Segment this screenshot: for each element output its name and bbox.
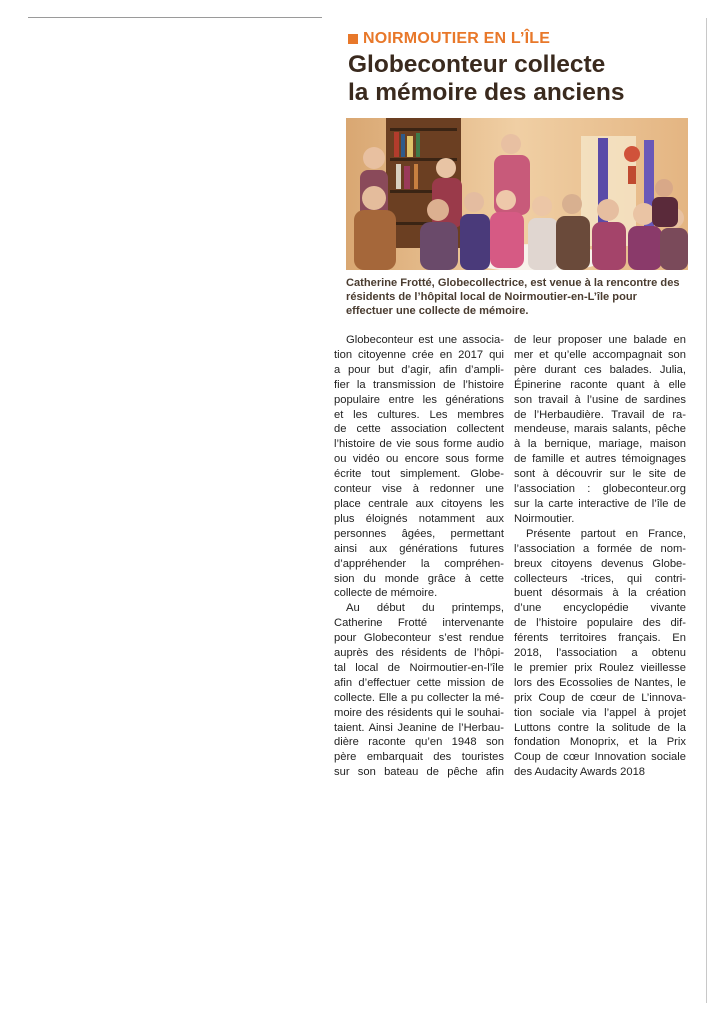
body-line: de leur proposer une balade en bbox=[514, 334, 686, 346]
body-line: afin d’effectuer cette mission de bbox=[334, 676, 504, 689]
body-line: taient. Ainsi Jeanine de l’Herbau- bbox=[334, 721, 504, 734]
body-line: collecte. Elle a pu collecter la mé- bbox=[334, 691, 504, 704]
body-line: de famille et autres témoignages bbox=[514, 453, 686, 466]
section-kicker bbox=[348, 28, 550, 50]
body-column-right bbox=[514, 333, 686, 780]
body-line: personnes âgées, permettant bbox=[334, 527, 504, 540]
body-line: Au début du printemps, bbox=[346, 602, 504, 615]
body-line: pour Globeconteur s’est rendue bbox=[334, 632, 504, 645]
body-line: fondation Monoprix, et la Prix bbox=[514, 736, 686, 749]
body-line: fier la transmission de l’histoire bbox=[334, 378, 504, 391]
body-line: sont à découvrir sur le site de bbox=[514, 468, 686, 481]
body-line: écrite tout simplement. Globe- bbox=[334, 468, 504, 481]
group-photo-illustration bbox=[346, 118, 688, 270]
body-line: collecteurs -trices, qui contri- bbox=[514, 572, 686, 585]
kicker-text: NOIRMOUTIER EN L’ÎLE bbox=[363, 30, 551, 47]
body-line: le premier prix Roulez vieillesse bbox=[514, 661, 686, 674]
body-line: d’appréhender la compréhen- bbox=[334, 557, 504, 570]
body-line: père embarquait des touristes bbox=[334, 751, 504, 764]
body-column-left bbox=[334, 333, 504, 780]
body-line: son travail à l’usine de sardines bbox=[514, 393, 686, 406]
body-line: sur la carte interactive de l’île de bbox=[514, 497, 686, 510]
body-line: d’une encyclopédie vivante bbox=[514, 602, 686, 615]
body-line: l’histoire de vie sous forme audio bbox=[334, 438, 504, 451]
headline-line: Globeconteur collecte bbox=[348, 51, 606, 78]
body-line: l’association a formée de nom- bbox=[514, 542, 686, 555]
right-scan-edge bbox=[706, 18, 707, 1003]
body-line: collecte de mémoire. bbox=[334, 587, 438, 600]
body-line: de cette association collectent bbox=[334, 423, 504, 436]
body-line: mendeuse, marais salants, pêche bbox=[514, 423, 686, 436]
body-line: moire des résidents qui le souhai- bbox=[334, 706, 504, 719]
body-line: prix Coup de cœur de L’innova- bbox=[514, 691, 686, 704]
body-line: conteur vise à redonner une bbox=[334, 483, 504, 496]
body-line: Noirmoutier. bbox=[514, 512, 575, 525]
square-bullet-icon bbox=[348, 34, 358, 44]
body-line: sur son bateau de pêche afin bbox=[334, 766, 504, 779]
photo-caption bbox=[346, 276, 691, 319]
body-line: tal local de Noirmoutier-en-l’île bbox=[334, 661, 504, 674]
body-line: Présente partout en France, bbox=[526, 527, 686, 540]
body-line: breux citoyens devenus Globe- bbox=[514, 557, 686, 570]
body-line: 2018, l’association a obtenu bbox=[514, 647, 686, 660]
body-line: à la bernique, mariage, maison bbox=[514, 438, 686, 451]
body-line: mer et qu’elle accompagnait son bbox=[514, 348, 686, 361]
body-line: Catherine Frotté intervenante bbox=[334, 617, 504, 630]
body-line: ainsi aux générations futures bbox=[334, 542, 504, 555]
headline-line: la mémoire des anciens bbox=[348, 79, 625, 106]
body-line: a pour but d’agir, afin d’ampli- bbox=[334, 363, 504, 376]
body-line: tion sociale via l’appel à projet bbox=[514, 706, 686, 719]
body-line: plus éloignés notamment aux bbox=[334, 512, 504, 525]
article-photo bbox=[346, 118, 688, 270]
body-line: dière raconte qu’en 1948 son bbox=[334, 736, 504, 749]
top-rule bbox=[28, 17, 322, 18]
body-line: place centrale aux citoyens les bbox=[334, 497, 504, 510]
body-line: l’association : globeconteur.org bbox=[514, 483, 686, 496]
body-line: Épinerine raconte quant à elle bbox=[514, 378, 686, 391]
body-line: buent désormais à la création bbox=[514, 587, 686, 600]
body-line: père durant ces balades. Julia, bbox=[514, 363, 686, 376]
body-line: férents territoires français. En bbox=[514, 632, 686, 645]
body-line: lors des Ecossolies de Nantes, le bbox=[514, 676, 686, 689]
body-line: de l’Herbaudière. Travail de ra- bbox=[514, 408, 686, 421]
body-line: tion citoyenne crée en 2017 qui bbox=[334, 348, 504, 361]
article-headline bbox=[348, 51, 688, 107]
caption-line: résidents de l’hôpital local de Noirmoutier-en-L’île pour bbox=[346, 291, 637, 304]
caption-line: effectuer une collecte de mémoire. bbox=[346, 305, 529, 318]
body-line: auprès des résidents de l’hôpi- bbox=[334, 647, 504, 660]
body-line: Luttons contre la solitude de la bbox=[514, 721, 686, 734]
body-line: des Audacity Awards 2018 bbox=[514, 766, 646, 779]
body-line: ou vidéo ou encore sous forme bbox=[334, 453, 504, 466]
body-line: et les cultures. Les membres bbox=[334, 408, 504, 421]
body-line: populaire entre les générations bbox=[334, 393, 504, 406]
body-line: sion du monde grâce à cette bbox=[334, 572, 504, 585]
body-line: Globeconteur est une associa- bbox=[346, 334, 504, 346]
caption-line: Catherine Frotté, Globecollectrice, est venue à la rencontre des bbox=[346, 277, 680, 289]
body-line: de l’histoire populaire des dif- bbox=[514, 617, 686, 630]
body-line: Coup de cœur Innovation sociale bbox=[514, 751, 686, 764]
